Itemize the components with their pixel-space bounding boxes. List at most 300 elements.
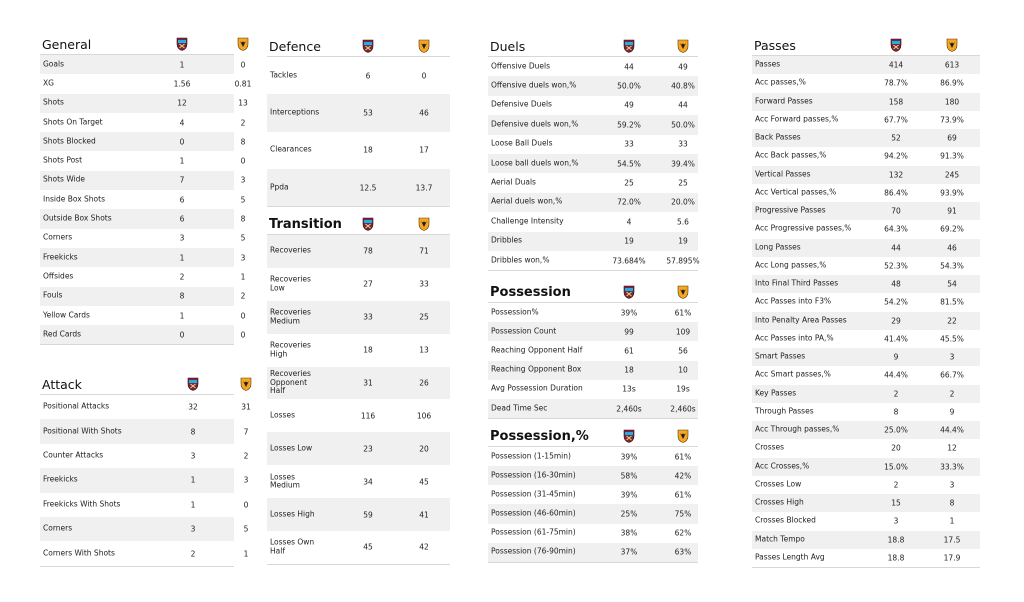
team2-value: 62% xyxy=(674,528,692,538)
team1-value: 50.0% xyxy=(617,81,641,91)
team2-value: 8 xyxy=(240,137,246,147)
stat-row xyxy=(752,330,980,348)
stat-row xyxy=(40,325,246,344)
stat-label: Losses Medium xyxy=(270,472,300,490)
team2-value: 17 xyxy=(419,145,429,155)
west-ham-crest-icon xyxy=(187,376,199,390)
team1-value: 45 xyxy=(363,542,373,552)
team1-value: 32 xyxy=(188,402,198,412)
west-ham-crest-icon xyxy=(623,284,635,298)
stat-label: Shots Wide xyxy=(43,175,86,185)
stat-row xyxy=(40,493,249,517)
stat-row xyxy=(752,366,980,384)
stat-row xyxy=(267,334,450,367)
stat-row xyxy=(40,468,249,492)
stat-label: Losses Low xyxy=(270,443,313,453)
team1-value: 132 xyxy=(888,170,904,180)
team2-value: 5 xyxy=(240,195,246,205)
stat-label: Shots On Target xyxy=(43,117,103,127)
section-title: Attack xyxy=(42,377,82,392)
west-ham-crest-icon xyxy=(362,216,374,230)
stat-label: Possession% xyxy=(491,307,539,317)
team1-value: 4 xyxy=(179,118,185,128)
team2-value: 1 xyxy=(949,516,955,526)
divider xyxy=(488,562,698,563)
stat-row xyxy=(752,202,980,220)
stat-label: Freekicks xyxy=(43,475,78,485)
team1-value: 116 xyxy=(360,411,376,421)
team2-value: 19s xyxy=(676,384,690,394)
section-header xyxy=(488,34,698,56)
divider xyxy=(752,567,980,568)
stat-label: Back Passes xyxy=(755,132,801,142)
stat-label: XG xyxy=(43,78,54,88)
stat-label: Possession (16-30min) xyxy=(491,470,576,480)
stat-row xyxy=(752,293,980,311)
stat-row xyxy=(40,94,248,113)
team1-value: 13s xyxy=(622,384,636,394)
team2-value: 0.81 xyxy=(234,79,252,89)
stat-row xyxy=(488,504,698,523)
stat-row xyxy=(752,257,980,275)
team2-value: 39.4% xyxy=(671,159,695,169)
stat-row xyxy=(488,173,698,192)
stat-label: Possession (1-15min) xyxy=(491,451,571,461)
section-passes xyxy=(752,33,980,568)
team1-value: 73.684% xyxy=(612,256,646,266)
stat-row xyxy=(488,447,698,466)
stat-row xyxy=(40,287,246,306)
team1-value: 29 xyxy=(891,316,901,326)
team2-value: 9 xyxy=(949,407,955,417)
stat-label: Acc Back passes,% xyxy=(755,151,827,161)
team2-value: 25 xyxy=(419,312,429,322)
stat-row xyxy=(488,524,698,543)
stat-row xyxy=(752,275,980,293)
team1-value: 44.4% xyxy=(884,370,908,380)
team2-value: 3 xyxy=(240,253,246,263)
stat-label: Corners With Shots xyxy=(43,548,115,558)
team1-value: 20 xyxy=(891,443,901,453)
stat-label: Fouls xyxy=(43,290,63,300)
team1-value: 6 xyxy=(179,214,185,224)
stat-row xyxy=(752,111,980,129)
team1-value: 12.5 xyxy=(359,183,377,193)
stat-row xyxy=(40,541,249,565)
stat-label: Counter Attacks xyxy=(43,450,104,460)
stat-label: Long Passes xyxy=(755,242,801,252)
stat-row xyxy=(267,399,450,432)
team1-value: 53 xyxy=(363,108,373,118)
stat-row xyxy=(267,432,450,465)
stat-row xyxy=(752,312,980,330)
stat-label: Acc Passes into PA,% xyxy=(755,333,834,343)
stat-row xyxy=(40,113,246,132)
west-ham-crest-icon xyxy=(623,38,635,52)
divider xyxy=(267,206,450,207)
team1-value: 33 xyxy=(363,312,373,322)
team1-value: 1 xyxy=(179,60,185,70)
stat-label: Recoveries Low xyxy=(270,274,311,293)
team2-value: 66.7% xyxy=(940,370,964,380)
team1-value: 2,460s xyxy=(616,404,642,414)
stat-row xyxy=(752,421,980,439)
stat-label: Passes Length Avg xyxy=(755,552,825,562)
team1-value: 19 xyxy=(624,236,634,246)
team1-value: 25% xyxy=(620,509,638,519)
team2-value: 17.5 xyxy=(943,535,961,545)
stat-label: Inside Box Shots xyxy=(43,194,105,204)
stat-label: Corners xyxy=(43,523,73,533)
stat-label: Freekicks With Shots xyxy=(43,499,121,509)
stat-row xyxy=(488,399,698,418)
team1-value: 39% xyxy=(620,490,638,500)
stat-row xyxy=(40,229,246,248)
team2-value: 42% xyxy=(674,471,692,481)
team1-value: 48 xyxy=(891,279,901,289)
team2-value: 61% xyxy=(674,452,692,462)
team2-value: 20 xyxy=(419,444,429,454)
team2-value: 45.5% xyxy=(940,334,964,344)
team1-value: 54.5% xyxy=(617,159,641,169)
team1-value: 8 xyxy=(893,407,899,417)
team2-value: 33.3% xyxy=(940,462,964,472)
stat-label: Losses xyxy=(270,410,295,420)
team1-value: 15 xyxy=(891,498,901,508)
team1-value: 2 xyxy=(179,272,185,282)
stat-label: Losses Own Half xyxy=(270,537,315,556)
team1-value: 23 xyxy=(363,444,373,454)
west-ham-crest-icon xyxy=(890,37,902,51)
stat-label: Acc Progressive passes,% xyxy=(755,224,852,234)
section-possession-pct xyxy=(488,424,698,563)
team1-value: 59.2% xyxy=(617,120,641,130)
stat-label: Yellow Cards xyxy=(43,310,90,320)
section-title: Possession xyxy=(490,285,571,300)
stat-row xyxy=(267,498,450,531)
stat-row xyxy=(488,76,698,95)
stat-row xyxy=(267,57,450,94)
stat-row xyxy=(40,419,249,443)
stat-label: Red Cards xyxy=(43,329,82,339)
stat-label: Tackles xyxy=(270,70,298,80)
stat-label: Positional With Shots xyxy=(43,426,122,436)
stat-label: Progressive Passes xyxy=(755,205,826,215)
stat-label: Goals xyxy=(43,59,64,69)
stat-label: Vertical Passes xyxy=(755,169,811,179)
team2-value: 63% xyxy=(674,547,692,557)
team2-value: 26 xyxy=(419,378,429,388)
stat-row xyxy=(40,248,246,267)
team2-value: 33 xyxy=(419,279,429,289)
team1-value: 158 xyxy=(888,97,904,107)
stat-label: Ppda xyxy=(270,182,289,192)
team1-value: 52.3% xyxy=(884,261,908,271)
team2-value: 31 xyxy=(241,402,251,412)
team1-value: 15.0% xyxy=(884,462,908,472)
team2-value: 109 xyxy=(675,327,691,337)
stat-row xyxy=(752,494,980,512)
stat-row xyxy=(488,232,698,251)
stat-row xyxy=(488,193,698,212)
stat-label: Forward Passes xyxy=(755,96,813,106)
section-title: Defence xyxy=(269,39,321,54)
stat-label: Acc Vertical passes,% xyxy=(755,187,837,197)
team1-value: 61 xyxy=(624,346,634,356)
team2-value: 1 xyxy=(243,549,249,559)
team1-value: 27 xyxy=(363,279,373,289)
stat-row xyxy=(488,380,698,399)
wolves-crest-icon xyxy=(677,38,689,52)
stat-row xyxy=(40,306,246,325)
team2-value: 0 xyxy=(240,311,246,320)
team2-value: 5 xyxy=(240,233,246,243)
team2-value: 17.9 xyxy=(943,553,961,563)
team1-value: 39% xyxy=(620,452,638,462)
stat-row xyxy=(488,303,698,322)
team1-value: 64.3% xyxy=(884,224,908,234)
section-title: Transition xyxy=(269,217,342,232)
section-title: General xyxy=(42,37,92,52)
stat-row xyxy=(752,56,980,74)
team2-value: 91.3% xyxy=(940,151,964,161)
stat-label: Through Passes xyxy=(755,406,814,416)
stat-label: Shots Post xyxy=(43,155,83,165)
team2-value: 44 xyxy=(678,100,688,110)
team2-value: 2,460s xyxy=(670,404,696,414)
divider xyxy=(40,344,234,345)
team1-value: 44 xyxy=(624,62,634,72)
stat-row xyxy=(752,458,980,476)
stat-row xyxy=(752,166,980,184)
team1-value: 67.7% xyxy=(884,115,908,125)
team1-value: 2 xyxy=(893,389,899,399)
stat-label: Aerial duels won,% xyxy=(491,197,563,207)
team1-value: 414 xyxy=(888,60,904,70)
team2-value: 106 xyxy=(416,411,432,421)
team2-value: 0 xyxy=(421,71,427,81)
team1-value: 8 xyxy=(179,291,185,301)
stat-label: Dribbles xyxy=(491,235,523,245)
stat-label: Crosses Blocked xyxy=(755,516,816,526)
team2-value: 44.4% xyxy=(940,425,964,435)
team2-value: 54.3% xyxy=(940,261,964,271)
stat-label: Defensive duels won,% xyxy=(491,119,579,129)
stat-label: Crosses High xyxy=(755,497,804,507)
team2-value: 41 xyxy=(419,510,429,520)
stat-row xyxy=(752,220,980,238)
team1-value: 78.7% xyxy=(884,78,908,88)
team2-value: 8 xyxy=(949,498,955,508)
stat-row xyxy=(752,74,980,92)
team2-value: 93.9% xyxy=(940,188,964,198)
team1-value: 18.8 xyxy=(887,553,905,563)
team2-value: 45 xyxy=(419,477,429,487)
team2-value: 2 xyxy=(949,389,955,399)
stat-row xyxy=(267,132,450,169)
team2-value: 71 xyxy=(419,246,429,256)
stat-label: Dead Time Sec xyxy=(491,403,548,413)
team1-value: 4 xyxy=(626,217,632,227)
stat-label: Possession (61-75min) xyxy=(491,527,576,537)
team1-value: 1 xyxy=(179,156,185,166)
team2-value: 69.2% xyxy=(940,224,964,234)
stat-label: Reaching Opponent Box xyxy=(491,364,582,374)
team1-value: 52 xyxy=(891,133,901,143)
section-title: Duels xyxy=(490,39,526,54)
team1-value: 3 xyxy=(893,516,899,526)
stat-label: Interceptions xyxy=(270,107,320,117)
stat-label: Possession Count xyxy=(491,326,557,336)
team2-value: 180 xyxy=(944,97,960,107)
team2-value: 3 xyxy=(240,175,246,185)
stat-label: Into Penalty Area Passes xyxy=(755,315,847,325)
stat-label: Possession (31-45min) xyxy=(491,489,576,499)
team1-value: 39% xyxy=(620,308,638,318)
stat-label: Clearances xyxy=(270,144,312,154)
team1-value: 1 xyxy=(179,253,185,263)
stat-label: Offensive duels won,% xyxy=(491,80,577,90)
section-duels xyxy=(488,34,698,271)
stat-label: Key Passes xyxy=(755,388,797,398)
stat-row xyxy=(488,212,698,231)
team2-value: 61% xyxy=(674,490,692,500)
team2-value: 40.8% xyxy=(671,81,695,91)
team1-value: 2 xyxy=(190,549,196,559)
stat-label: Into Final Third Passes xyxy=(755,278,839,288)
team2-value: 10 xyxy=(678,365,688,375)
wolves-crest-icon xyxy=(418,38,430,52)
stat-row xyxy=(488,543,698,562)
stat-row xyxy=(752,439,980,457)
team1-value: 8 xyxy=(190,427,196,437)
stat-label: Possession (46-60min) xyxy=(491,508,576,518)
stat-row xyxy=(488,466,698,485)
stat-label: Recoveries High xyxy=(270,340,311,359)
stat-label: Dribbles won,% xyxy=(491,255,550,265)
stat-row xyxy=(752,549,980,567)
stat-row xyxy=(752,239,980,257)
team1-value: 49 xyxy=(624,100,634,110)
stat-label: Acc Through passes,% xyxy=(755,424,840,434)
team2-value: 54 xyxy=(947,279,957,289)
section-transition xyxy=(267,212,450,565)
team2-value: 49 xyxy=(678,62,688,72)
team2-value: 33 xyxy=(678,139,688,149)
stat-row xyxy=(488,485,698,504)
team1-value: 6 xyxy=(179,195,185,205)
stat-row xyxy=(752,93,980,111)
team2-value: 81.5% xyxy=(940,297,964,307)
stat-label: Crosses Low xyxy=(755,479,802,489)
team2-value: 56 xyxy=(678,346,688,356)
section-possession xyxy=(488,280,698,419)
team2-value: 42 xyxy=(419,542,429,552)
team1-value: 59 xyxy=(363,510,373,520)
stat-label: Loose ball duels won,% xyxy=(491,158,579,168)
stat-row xyxy=(488,251,698,270)
team1-value: 0 xyxy=(179,137,185,147)
stat-label: Acc Long passes,% xyxy=(755,260,827,270)
team1-value: 18 xyxy=(363,145,373,155)
stat-row xyxy=(40,267,246,286)
section-defence xyxy=(267,34,450,207)
stat-row xyxy=(40,190,246,209)
team1-value: 1 xyxy=(190,475,196,485)
team1-value: 86.4% xyxy=(884,188,908,198)
section-header xyxy=(488,280,698,302)
team1-value: 25.0% xyxy=(884,425,908,435)
team1-value: 6 xyxy=(365,71,371,81)
stat-row xyxy=(267,235,450,268)
stat-row xyxy=(752,403,980,421)
team1-value: 1 xyxy=(190,500,196,510)
team2-value: 613 xyxy=(944,60,960,70)
stat-label: Acc Smart passes,% xyxy=(755,370,831,380)
team2-value: 61% xyxy=(674,308,692,318)
stat-label: Losses High xyxy=(270,509,315,519)
team2-value: 5 xyxy=(243,524,249,534)
stat-row xyxy=(40,171,246,190)
stat-row xyxy=(40,444,249,468)
team1-value: 54.2% xyxy=(884,297,908,307)
stat-label: Crosses xyxy=(755,443,785,453)
team2-value: 0 xyxy=(243,500,249,510)
section-attack xyxy=(40,372,251,567)
stat-label: Defensive Duels xyxy=(491,100,552,110)
stat-label: Aerial Duals xyxy=(491,177,536,187)
team2-value: 1 xyxy=(240,272,246,282)
team2-value: 86.9% xyxy=(940,78,964,88)
team2-value: 73.9% xyxy=(940,115,964,125)
section-general xyxy=(40,32,252,345)
stat-label: Offensive Duels xyxy=(491,61,551,71)
team1-value: 7 xyxy=(179,175,185,185)
stat-row xyxy=(40,132,246,151)
team2-value: 46 xyxy=(419,108,429,118)
stat-row xyxy=(488,154,698,173)
stat-label: Loose Ball Duels xyxy=(491,138,553,148)
team1-value: 3 xyxy=(179,233,185,243)
west-ham-crest-icon xyxy=(176,36,188,50)
divider xyxy=(488,270,698,271)
team2-value: 69 xyxy=(947,133,957,143)
team2-value: 46 xyxy=(947,243,957,253)
team2-value: 2 xyxy=(243,451,249,461)
team1-value: 3 xyxy=(190,451,196,461)
stat-row xyxy=(752,348,980,366)
team2-value: 3 xyxy=(949,352,955,362)
stat-label: Recoveries xyxy=(270,246,311,256)
stat-row xyxy=(752,385,980,403)
team1-value: 44 xyxy=(891,243,901,253)
team2-value: 20.0% xyxy=(671,197,695,207)
team1-value: 1.56 xyxy=(173,79,191,89)
team1-value: 70 xyxy=(891,206,901,216)
section-header xyxy=(488,424,698,446)
stat-label: Acc passes,% xyxy=(755,78,806,88)
wolves-crest-icon xyxy=(240,376,252,390)
team2-value: 0 xyxy=(240,330,246,340)
stat-row xyxy=(40,209,246,228)
team2-value: 2 xyxy=(240,291,246,301)
team2-value: 3 xyxy=(949,480,955,490)
stat-label: Reaching Opponent Half xyxy=(491,345,583,355)
team2-value: 22 xyxy=(947,316,957,326)
stat-row xyxy=(488,57,698,76)
stat-row xyxy=(488,341,698,360)
team2-value: 13.7 xyxy=(415,183,433,193)
